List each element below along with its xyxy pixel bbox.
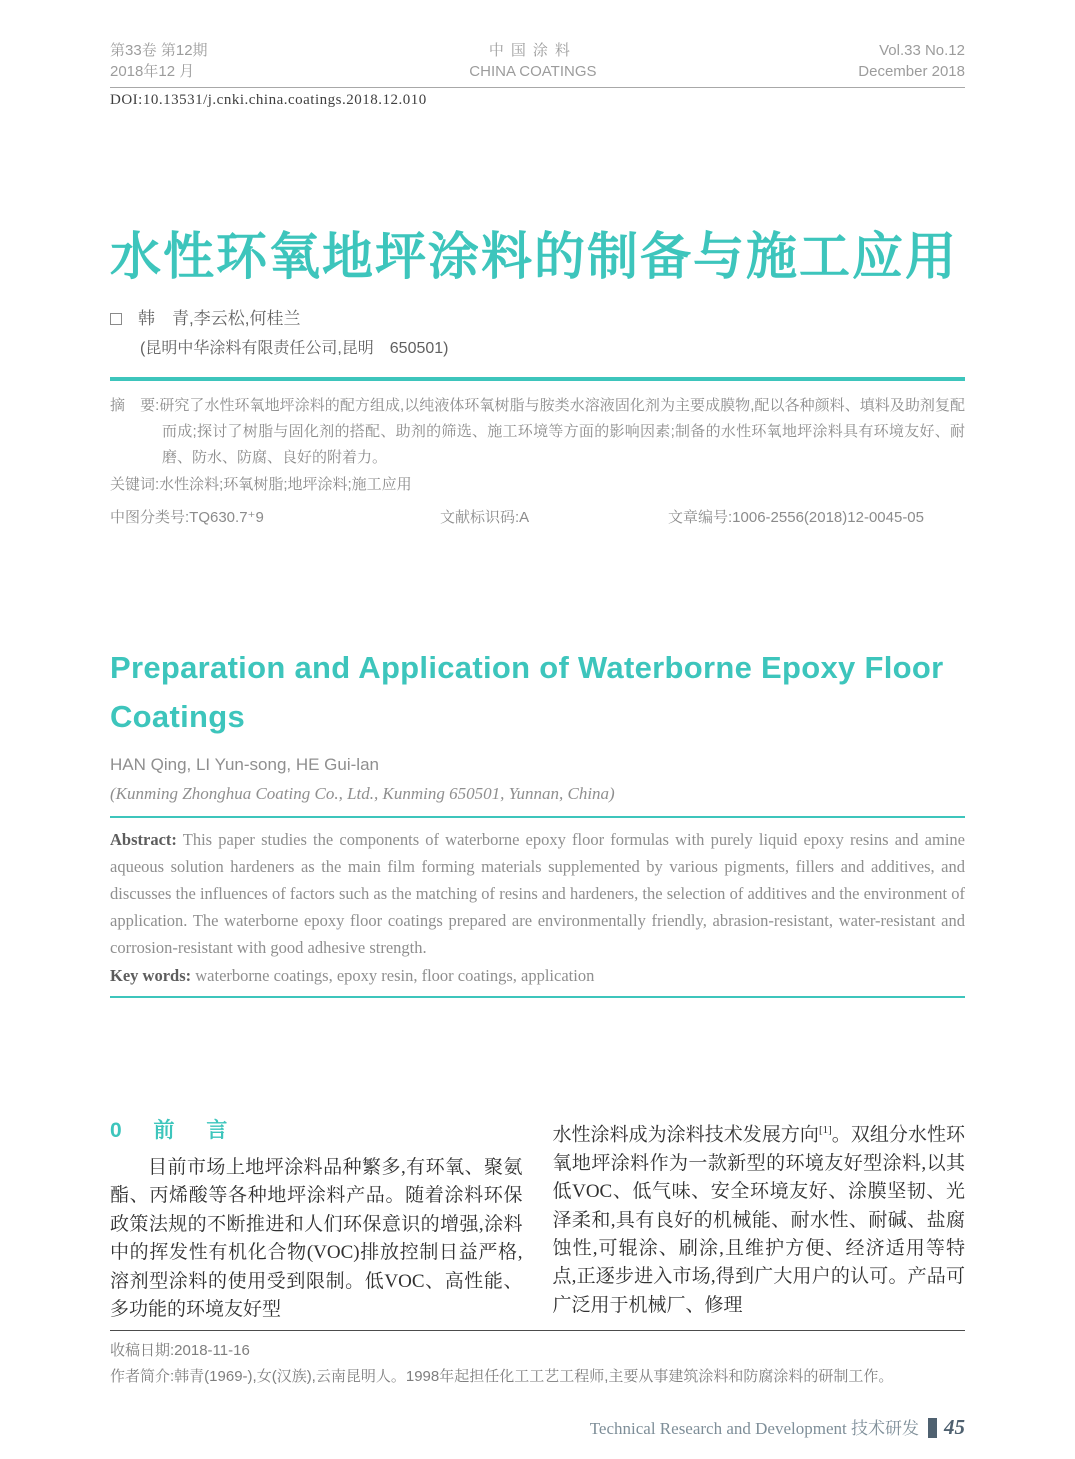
authors-cn: 韩 青,李云松,何桂兰 [138,309,301,328]
divider-teal-thin-top [110,816,965,818]
intro-paragraph-right [553,1116,966,1320]
clc-value: TQ630.7⁺9 [189,509,264,526]
body-column-right [553,1116,966,1324]
author-marker-icon [110,313,122,325]
section-heading-intro: 0 前 言 [110,1119,241,1142]
journal-masthead [110,40,965,88]
received-label: 收稿日期: [110,1342,175,1360]
date-en: December 2018 [858,63,965,80]
keywords-en [110,962,965,989]
page-number: 45 [944,1415,965,1440]
abstract-en [110,826,965,961]
keywords-text-en: waterborne coatings, epoxy resin, floor coatings, application [191,966,595,985]
affiliation-en: (Kunming Zhonghua Coating Co., Ltd., Kunming 650501, Yunnan, China) [110,784,615,803]
intro-right-post: 。双组分水性环氧地坪涂料作为一款新型的环境友好型涂料,以其低VOC、低气味、安全环境友好、涂膜坚韧、光泽柔和,具有良好的机械能、耐水性、耐碱、盐腐蚀性,可辊涂、刷涂,且维护方便、经济适用等特点,正逐步进入市场,得到广大用户的认可。产品可广泛用于机械厂、修理 [552,1124,965,1316]
article-title-en: Preparation and Application of Waterborne Epoxy Floor Coatings [110,650,944,734]
authors-en: HAN Qing, LI Yun-song, HE Gui-lan [110,755,379,774]
affiliation-cn: (昆明中华涂料有限责任公司,昆明 650501) [140,340,449,357]
doc-code-label: 文献标识码: [440,509,520,526]
footer-section-cn: 技术研发 [851,1419,919,1439]
keywords-label-en: Key words: [110,966,192,985]
doc-code-value: A [519,509,530,526]
bio-text: 韩青(1969-),女(汉族),云南昆明人。1998年起担任化工工艺工程师,主要从事建筑涂料和防腐涂料的研制工作。 [174,1368,894,1386]
footer-section-en: Technical Research and Development [589,1419,847,1439]
classification-row [110,505,965,531]
article-id [668,505,924,531]
doi: DOI:10.13531/j.cnki.china.coatings.2018.12.010 [110,92,427,108]
received-date-line [110,1338,965,1364]
clc-label: 中图分类号: [110,509,190,526]
footnote-block [110,1330,965,1390]
document-code [440,505,668,531]
masthead-journal-name [469,40,596,82]
intro-right-pre: 水性涂料成为涂料技术发展方向 [552,1124,819,1146]
article-id-label: 文章编号: [668,509,733,526]
divider-teal-thick [110,377,965,381]
abstract-text-en: This paper studies the components of waterborne epoxy floor formulas with purely liquid epoxy resins and amine aqueous solution hardeners as the main film forming materials supplemented by various pigments, fillers and additives, and discusses the influences of factors such as the matching of resins and hardeners, the selection of additives and the environment of application. The waterborne epoxy floor coatings prepared are environmentally friendly, abrasion-resistant, water-resistant and corrosion-resistant with good adhesive strength. [110,830,965,957]
authors-row-cn [110,307,965,331]
masthead-volume-en [858,40,965,82]
received-value: 2018-11-16 [174,1342,250,1360]
bio-label: 作者简介: [110,1368,175,1386]
author-bio-line [110,1364,965,1390]
keywords-label-cn: 关键词: [110,476,160,493]
journal-name-cn: 中国涂料 [488,42,577,59]
volume-issue-cn: 第33卷 第12期 [110,42,208,59]
keywords-cn [110,472,965,498]
journal-name-en: CHINA COATINGS [469,63,597,80]
abstract-block-cn [110,393,965,531]
citation-1: [1] [818,1124,832,1136]
article-title-cn: 水性环氧地坪涂料的制备与施工应用 [110,228,959,285]
masthead-volume-cn [110,40,208,82]
body-columns [110,1116,965,1324]
page-footer [110,1414,965,1442]
volume-issue-en: Vol.33 No.12 [879,42,965,59]
article-id-value: 1006-2556(2018)12-0045-05 [732,509,924,526]
intro-paragraph-left: 目前市场上地坪涂料品种繁多,有环氧、聚氨酯、丙烯酸等各种地坪涂料产品。随着涂料环保政策法规的不断推进和人们环保意识的增强,涂料中的挥发性有机化合物(VOC)排放控制日益严格,溶剂型涂料的使用受到限制。低VOC、高性能、多功能的环境友好型 [110,1157,523,1321]
footer-bar-icon [928,1418,937,1438]
abstract-cn [110,393,965,471]
clc-number [110,505,440,531]
abstract-text-cn: 研究了水性环氧地坪涂料的配方组成,以纯液体环氧树脂与胺类水溶液固化剂为主要成膜物,配以各种颜料、填料及助剂复配而成;探讨了树脂与固化剂的搭配、助剂的筛选、施工环境等方面的影响因素;制备的水性环氧地坪涂料具有环境友好、耐磨、防水、防腐、良好的附着力。 [159,397,965,466]
keywords-text-cn: 水性涂料;环氧树脂;地坪涂料;施工应用 [159,476,412,493]
abstract-label-cn: 摘 要: [110,397,160,414]
body-column-left [110,1116,523,1324]
divider-teal-thin-bottom [110,996,965,998]
abstract-block-en [110,826,965,989]
abstract-label-en: Abstract: [110,830,177,849]
date-cn: 2018年12 月 [110,63,195,80]
